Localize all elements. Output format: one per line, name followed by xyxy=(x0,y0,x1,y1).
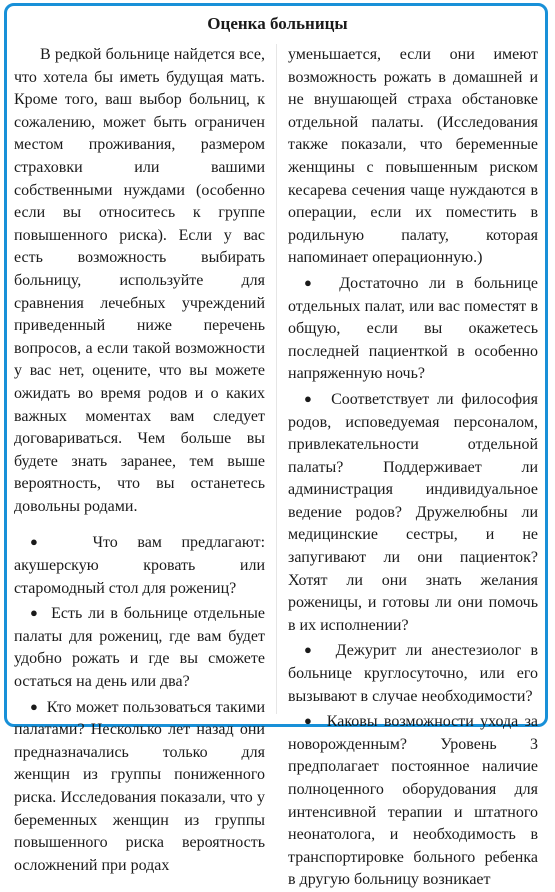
left-column xyxy=(14,44,265,877)
list-item: ● Достаточно ли в больнице отдельных палат, или вас поместят в общую, если вы окажетесь последней пациенткой в особенно напряженную ночь? xyxy=(288,274,538,383)
right-column xyxy=(288,44,538,892)
bullet-icon: ● xyxy=(304,274,319,290)
bullet-icon: ● xyxy=(30,605,40,621)
list-item: ● Что вам предлагают: акушерскую кровать или старомодный стол для рожениц? xyxy=(14,534,266,597)
intro-paragraph: В редкой больнице найдется все, что хотела бы иметь будущая мать. Кроме того, ваш выбор больниц, к сожалению, может быть ограничен местом проживания, размером страховки или вашими собственными нуждами (особенно если вы относитесь к группе повышенного риска). Если у вас есть возможность выбирать больницу, используйте для сравнения лечебных учреждений приведенный ниже перечень вопросов, а если такой возможности у вас нет, оцените, что вы можете ожидать во время родов и о каких важных моментах вам следует договариваться. Чем больше вы будете знать заранее, тем выше вероятность, что вы останетесь довольны родами. xyxy=(14,46,265,515)
continued-paragraph: уменьшается, если они имеют возможность рожать в домашней и не внушающей страха обстановке отдельной палаты. (Исследования также показали, что беременные женщины с повышенным риском кесарева сечения чаще нуждаются в операции, если их поместить в родильную палату, которая напоминает операционную.) xyxy=(288,46,538,267)
list-item: ● Соответствует ли философия родов, исповедуемая персоналом, привлекательности отдельной палаты? Поддерживает ли администрация индивидуальное ведение родов? Дружелюбны ли медицинские сестры, и не запугивают ли они пациенток? Хотят ли они знать желания роженицы, и готовы ли они помочь в их исполнении? xyxy=(288,390,538,634)
list-item: ● Каковы возможности ухода за новорожденным? Уровень 3 предполагает постоянное наличие полноценного оборудования для интенсивной терапии и штатного неонатолога, и необходимость в транспортировке больного ребенка в другую больницу возникает xyxy=(288,713,538,889)
page-title: Оценка больницы xyxy=(207,14,348,33)
column-divider xyxy=(276,44,277,714)
bullet-icon: ● xyxy=(30,698,39,714)
bullet-icon: ● xyxy=(304,713,315,729)
bullet-icon: ● xyxy=(30,534,54,550)
list-item: ● Есть ли в больнице отдельные палаты для рожениц, где вам будет удобно рожать и где вы сможете остаться на день или два? xyxy=(14,605,265,691)
bullet-icon: ● xyxy=(304,642,318,658)
list-item: ● Кто может пользоваться такими палатами? Несколько лет назад они предназначались только для женщин из группы пониженного риска. Исследования показали, что у беременных женщин из группы повышенного риска вероятность осложнений при родах xyxy=(14,698,266,874)
list-item: ● Дежурит ли анестезиолог в больнице круглосуточно, или его вызывают в случае необходимости? xyxy=(288,642,538,705)
bullet-icon: ● xyxy=(304,390,316,406)
